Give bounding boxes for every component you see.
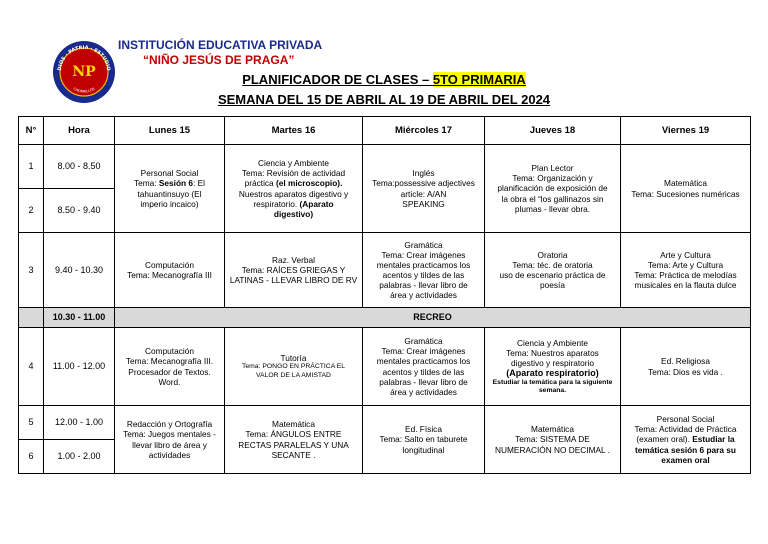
cell-line: Tema: téc. de oratoria (512, 259, 593, 270)
row-hora: 12.00 - 1.00 (44, 406, 115, 440)
header-jueves: Jueves 18 (485, 117, 621, 145)
cell-text-bold: Estudiar la (692, 434, 735, 445)
cell-line: Raz. Verbal (272, 254, 315, 265)
cell-text-bold: (Aparato respiratorio) (506, 367, 599, 378)
cell-line: Tema: Sucesiones numéricas (631, 188, 740, 199)
cell-jueves-b3 (485, 406, 621, 474)
cell-line: palabras - llevar libro de (379, 280, 468, 291)
cell-text: Tema: (133, 178, 159, 189)
cell-line: Arte y Cultura (660, 249, 711, 260)
row-hora: 8.00 - 8.50 (44, 145, 115, 189)
table-header-row (19, 117, 751, 145)
cell-line: Matemática (531, 424, 574, 435)
cell-line: Matemática (664, 178, 707, 189)
cell-line: digestivo y respiratorio (510, 357, 594, 368)
cell-line: acentos y tildes de las (382, 270, 465, 280)
cell-miercoles-r3 (363, 233, 485, 308)
cell-text-bold: temática sesión 6 para su (635, 444, 736, 455)
cell-line (487, 379, 618, 387)
header-hora: Hora (44, 117, 115, 145)
cell-line: Matemática (272, 419, 315, 430)
cell-line: tahuantinsuyo (El (137, 188, 202, 199)
cell-line: Tema: Crear imágenes (381, 249, 466, 260)
cell-miercoles-b1 (363, 145, 485, 233)
cell-line: área y actividades (390, 386, 457, 397)
cell-line: planificación de exposición de (497, 183, 608, 194)
cell-text: respiratorio. (253, 198, 300, 209)
cell-line: acentos y tildes de las (382, 366, 465, 377)
row-hora: 9.40 - 10.30 (44, 233, 115, 308)
school-name: INSTITUCIÓN EDUCATIVA PRIVADA (118, 38, 323, 52)
header-miercoles: Miércoles 17 (363, 117, 485, 145)
cell-line: Tema: Juegos mentales - (123, 429, 216, 440)
cell-line: Procesador de Textos. (128, 366, 211, 377)
cell-jueves-r4 (485, 328, 621, 406)
cell-text-bold: (el microscopio). (275, 178, 343, 189)
cell-line: Inglés (412, 168, 435, 179)
cell-line: actividades (148, 449, 191, 460)
cell-line: longitudinal (402, 444, 445, 455)
row-num: 6 (19, 440, 44, 474)
cell-line: Ed. Religiosa (661, 356, 710, 367)
table-row (19, 406, 751, 440)
cell-line: uso de escenario práctica de (499, 270, 606, 280)
cell-line: Nuestros aparatos digestivo y (238, 188, 349, 199)
cell-line (623, 455, 748, 465)
cell-line: la obra el “los gallinazos sin (501, 193, 604, 204)
cell-viernes-r4 (621, 328, 751, 406)
cell-text-bold: Estudiar la temática para la siguiente (492, 378, 613, 386)
cell-line: Redacción y Ortografía (126, 419, 213, 430)
cell-line: Tema: Dios es vida . (648, 366, 723, 377)
title-prefix: PLANIFICADOR DE CLASES – (242, 72, 433, 87)
title-grade: 5TO PRIMARIA (432, 72, 526, 87)
cell-line: plumas - llevar obra. (514, 203, 591, 214)
page-title (0, 72, 768, 87)
cell-jueves-b1 (485, 145, 621, 233)
cell-lunes-r4 (115, 328, 225, 406)
cell-lunes-b1 (115, 145, 225, 233)
recreo-label: RECREO (115, 308, 751, 328)
cell-line (623, 445, 748, 455)
row-num (19, 308, 44, 328)
cell-line (117, 178, 222, 188)
row-num: 2 (19, 189, 44, 233)
row-hora: 10.30 - 11.00 (44, 308, 115, 328)
cell-text: : El (193, 178, 206, 189)
logo-top-text: DIOS · PATRIA · ESTUDIO (56, 44, 112, 72)
cell-martes-b1 (225, 145, 363, 233)
cell-line: palabras - llevar libro de (379, 376, 468, 387)
cell-martes-r4 (225, 328, 363, 406)
table-row (19, 233, 751, 308)
cell-viernes-b3 (621, 406, 751, 474)
row-hora: 8.50 - 9.40 (44, 189, 115, 233)
row-hora: 11.00 - 12.00 (44, 328, 115, 406)
cell-line (487, 368, 618, 379)
cell-line: SECANTE . (271, 449, 316, 460)
cell-line (227, 209, 360, 219)
cell-miercoles-b3 (363, 406, 485, 474)
cell-line: Tema: Salto en taburete (379, 434, 468, 445)
row-num: 4 (19, 328, 44, 406)
school-subname: “NIÑO JESÚS DE PRAGA” (143, 53, 295, 67)
page-subtitle: SEMANA DEL 15 DE ABRIL AL 19 DE ABRIL DEL 2024 (217, 92, 551, 107)
cell-line (227, 178, 360, 188)
cell-line: Tema: Mecanografía III (127, 270, 212, 280)
cell-line: Ciencia y Ambiente (257, 158, 330, 169)
cell-line: área y actividades (390, 290, 457, 301)
row-num: 1 (19, 145, 44, 189)
cell-line: VALOR DE LA AMISTAD (256, 371, 331, 379)
cell-line: Tema: Actividad de Práctica (634, 424, 737, 435)
cell-line: Tema: SISTEMA DE (515, 434, 590, 445)
cell-lunes-r3 (115, 233, 225, 308)
cell-line: Computación (145, 259, 194, 270)
cell-line: Tema: Práctica de melodías (634, 270, 737, 280)
logo-monogram: NP (72, 64, 96, 80)
cell-line: LATINAS - LLEVAR LIBRO DE RV (229, 275, 358, 286)
cell-line: Tutoría (280, 353, 307, 364)
header-viernes: Viernes 19 (621, 117, 751, 145)
cell-text-bold: digestivo) (273, 208, 314, 219)
row-hora: 1.00 - 2.00 (44, 440, 115, 474)
cell-line: Computación (145, 346, 194, 357)
schedule-table (18, 116, 751, 474)
cell-text: (examen oral). (636, 434, 693, 445)
cell-line: poesía (540, 280, 565, 291)
cell-line: imperio incaico) (140, 198, 199, 209)
row-num: 3 (19, 233, 44, 308)
cell-line: Tema: Nuestros aparatos (506, 347, 599, 358)
cell-line: llevar libro de área y (132, 439, 207, 450)
cell-line: mentales practicamos los (376, 259, 471, 270)
cell-martes-b3 (225, 406, 363, 474)
cell-line (227, 199, 360, 209)
cell-line: Ciencia y Ambiente (516, 337, 589, 348)
cell-line: Ed. Física (405, 424, 442, 435)
table-row (19, 145, 751, 189)
cell-line: Gramática (404, 336, 443, 347)
cell-text-bold: (Aparato (299, 198, 334, 209)
cell-line: Tema: Mecanografía III. (125, 356, 214, 367)
cell-line: Plan Lector (531, 163, 574, 174)
cell-line: mentales practicamos los (376, 356, 471, 367)
cell-viernes-r3 (621, 233, 751, 308)
cell-line: article: A/AN (400, 188, 447, 199)
cell-line: Personal Social (140, 168, 199, 179)
row-num: 5 (19, 406, 44, 440)
cell-jueves-r3 (485, 233, 621, 308)
header-lunes: Lunes 15 (115, 117, 225, 145)
cell-line (623, 434, 748, 444)
cell-line: Tema: PONGO EN PRÁCTICA EL (241, 363, 346, 371)
cell-text-bold: Sesión 6 (158, 178, 194, 189)
cell-line: Oratoria (537, 249, 568, 260)
cell-martes-r3 (225, 233, 363, 308)
cell-line: Tema: Crear imágenes (381, 346, 466, 357)
cell-line: Tema: Arte y Cultura (647, 259, 724, 270)
cell-line: SPEAKING (402, 198, 445, 209)
cell-line (487, 387, 618, 395)
cell-text-bold: semana. (538, 387, 567, 395)
cell-line: Personal Social (656, 414, 715, 425)
cell-viernes-b1 (621, 145, 751, 233)
cell-line: Tema: Revisión de actividad (241, 168, 346, 179)
cell-text-bold: examen oral (661, 454, 710, 465)
cell-line: Word. (158, 376, 181, 387)
cell-line: Tema: Organización y (512, 173, 593, 184)
header-martes: Martes 16 (225, 117, 363, 145)
cell-lunes-b3 (115, 406, 225, 474)
cell-line: Tema: RAÍCES GRIEGAS Y (241, 264, 346, 275)
cell-line: musicales en la flauta dulce (634, 280, 737, 291)
logo-bottom-text: CHORRILLOS (72, 86, 96, 94)
cell-line: NUMERACIÓN NO DECIMAL . (495, 444, 610, 455)
cell-line: Tema: ÁNGULOS ENTRE (245, 429, 342, 440)
cell-text: práctica (244, 178, 276, 189)
table-row (19, 328, 751, 406)
cell-line: RECTAS PARALELAS Y UNA (238, 439, 349, 450)
header-num: N° (19, 117, 44, 145)
cell-line: Tema:possessive adjectives (372, 178, 475, 189)
table-row-recreo (19, 308, 751, 328)
cell-miercoles-r4 (363, 328, 485, 406)
cell-line: Gramática (404, 239, 443, 250)
